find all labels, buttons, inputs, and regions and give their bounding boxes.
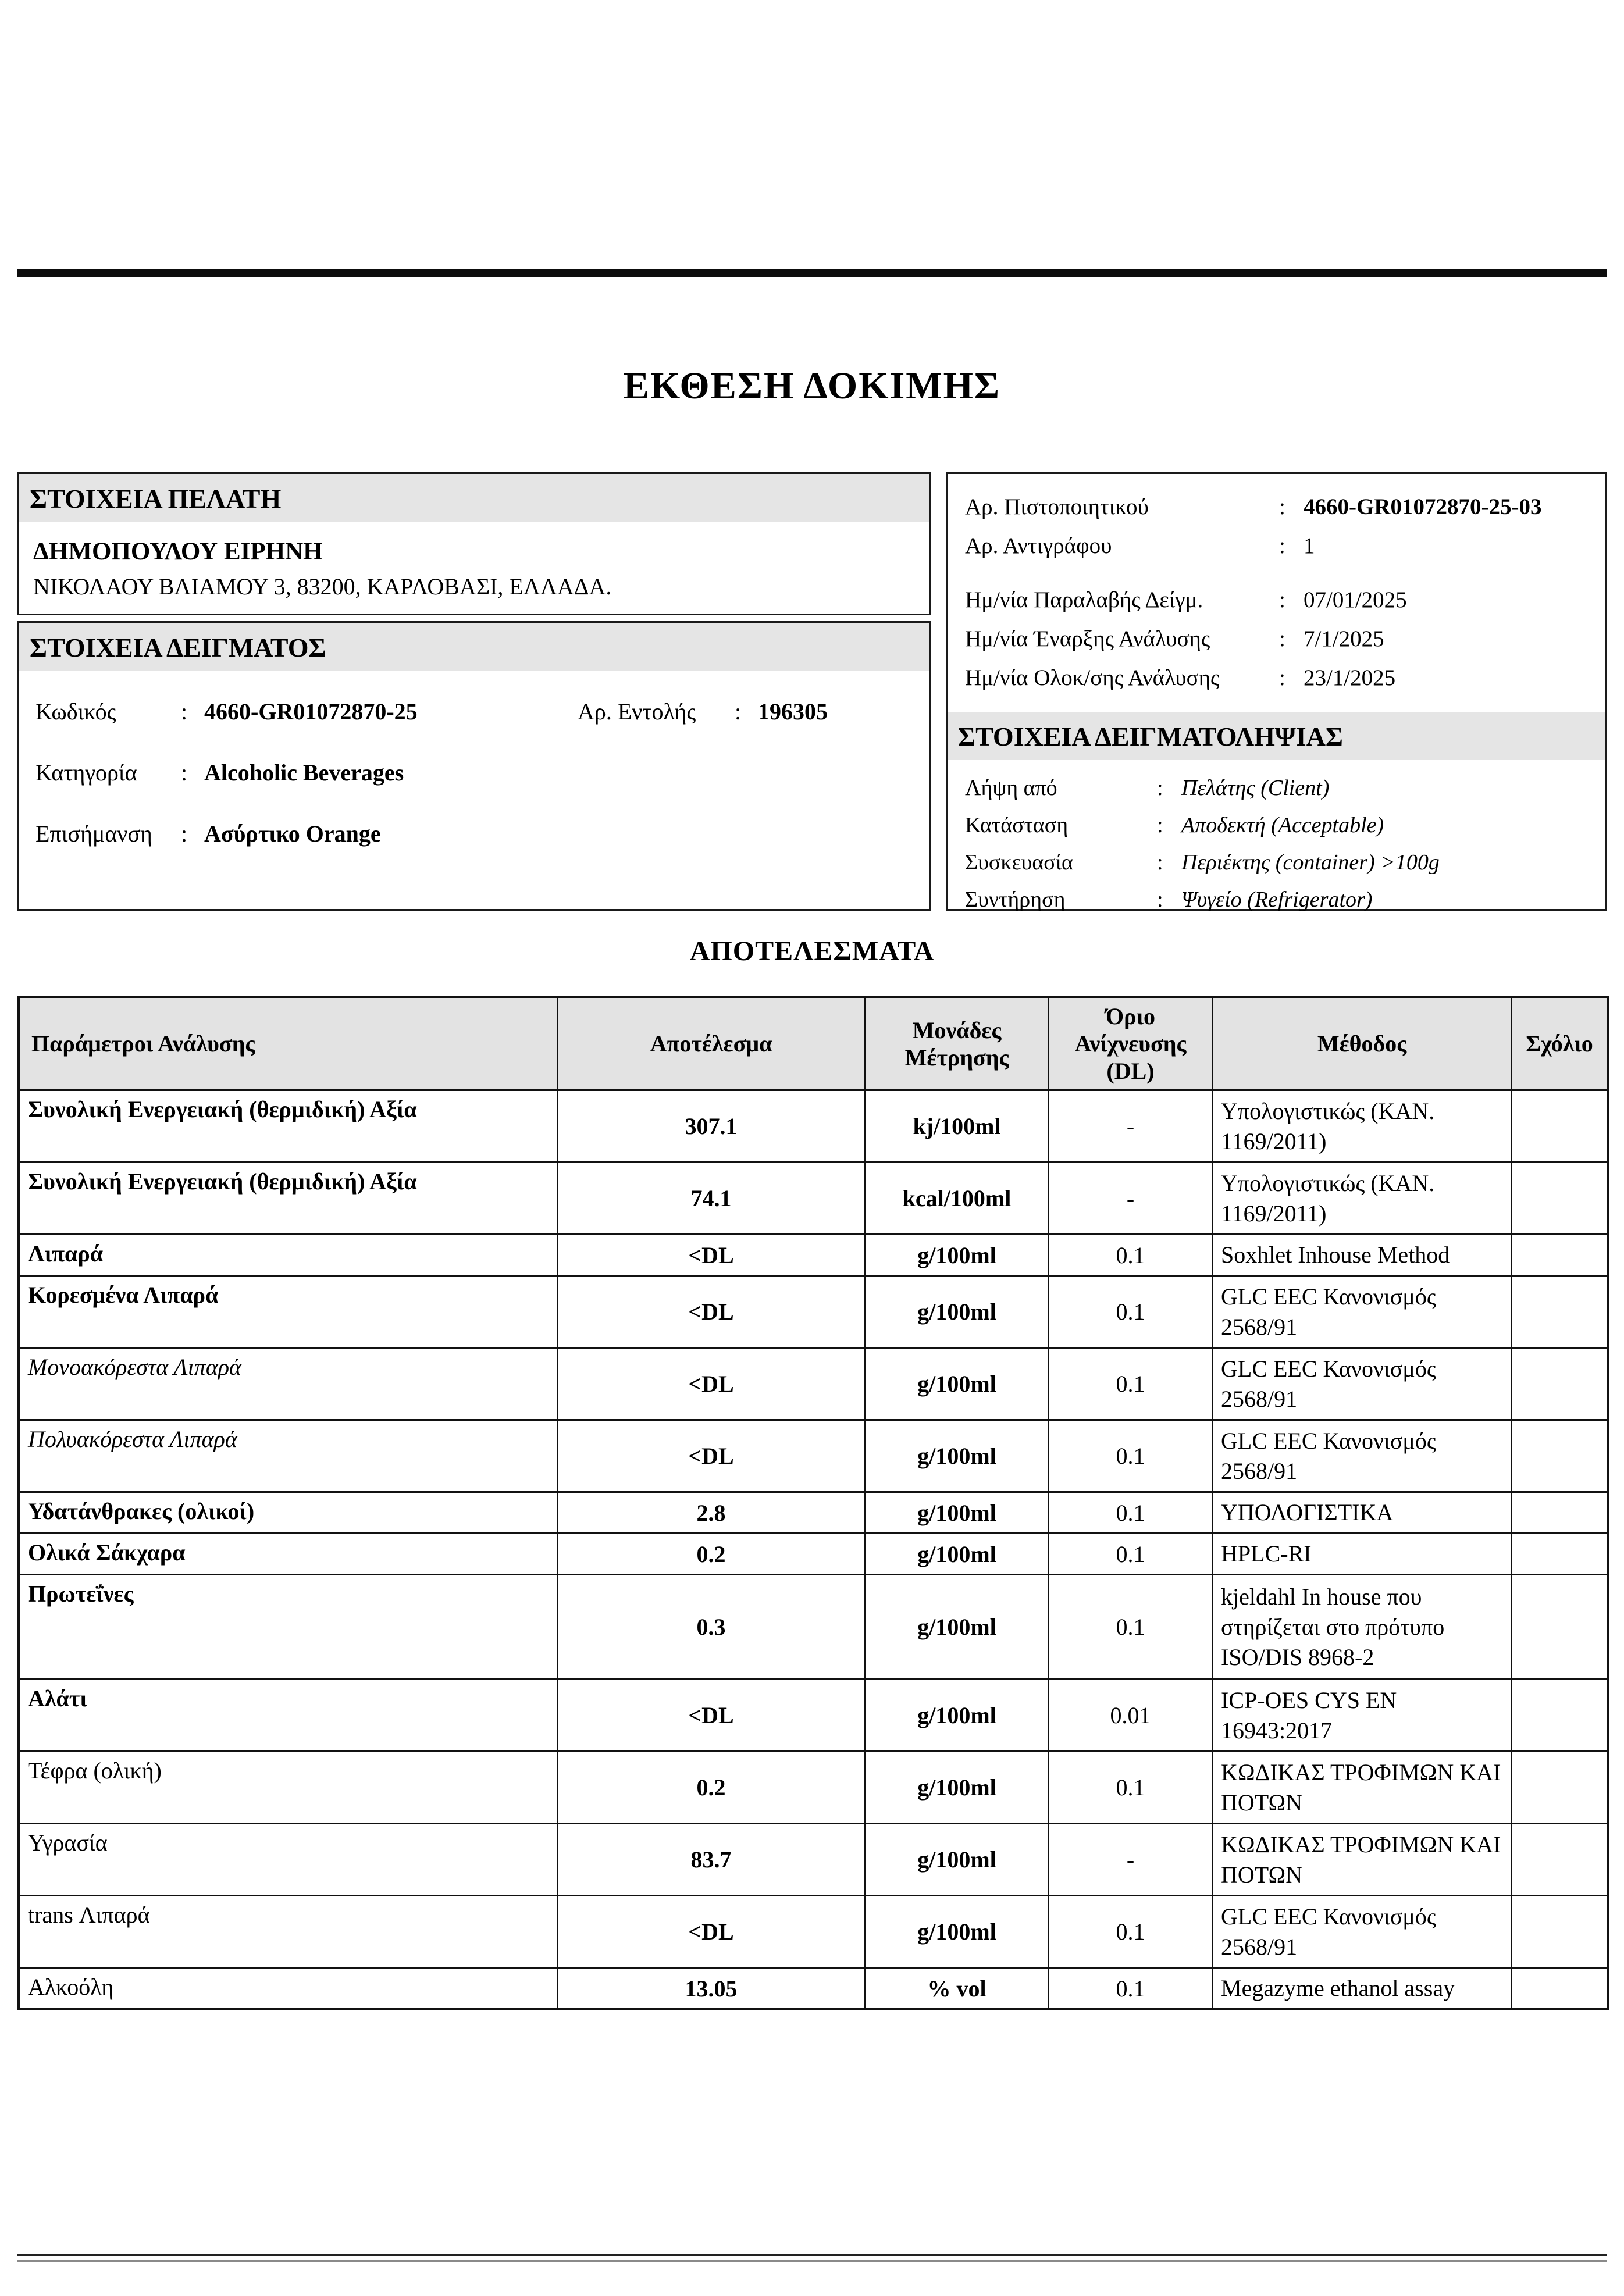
comment-cell xyxy=(1512,1680,1608,1752)
colon-separator: : xyxy=(1279,533,1285,558)
dl-cell: - xyxy=(1049,1163,1212,1235)
param-cell xyxy=(19,1534,557,1575)
param-text: Πρωτεΐνες xyxy=(28,1581,134,1607)
dl-cell: 0.1 xyxy=(1049,1348,1212,1420)
param-text: Συνολική Ενεργειακή (θερμιδική) Αξία xyxy=(28,1168,417,1195)
colon-separator: : xyxy=(181,698,188,725)
result-cell: 0.2 xyxy=(557,1534,865,1575)
colon-separator: : xyxy=(1279,665,1285,690)
param-cell xyxy=(19,1896,557,1968)
sampling-section-header: ΣΤΟΙΧΕΙΑ ΔΕΙΓΜΑΤΟΛΗΨΙΑΣ xyxy=(948,712,1605,760)
results-title: ΑΠΟΤΕΛΕΣΜΑΤΑ xyxy=(689,936,935,967)
units-cell: kj/100ml xyxy=(865,1090,1049,1163)
order-number-label: Αρ. Εντολής xyxy=(578,698,696,725)
top-rule xyxy=(17,269,1607,277)
receipt-date-row xyxy=(965,587,1587,613)
sampling-packaging-label: Συσκευασία xyxy=(965,850,1073,875)
table-row xyxy=(19,1896,1608,1968)
units-cell: g/100ml xyxy=(865,1896,1049,1968)
method-cell: HPLC-RI xyxy=(1212,1534,1512,1575)
column-header-result: Αποτέλεσμα xyxy=(557,997,865,1090)
result-cell: 0.2 xyxy=(557,1752,865,1824)
sample-section-header: ΣΤΟΙΧΕΙΑ ΔΕΙΓΜΑΤΟΣ xyxy=(19,623,929,671)
certificate-number-label: Αρ. Πιστοποιητικού xyxy=(965,494,1149,519)
column-header-parameter: Παράμετροι Ανάλυσης xyxy=(19,997,557,1090)
method-cell: GLC EEC Κανονισμός 2568/91 xyxy=(1212,1896,1512,1968)
order-number-group xyxy=(578,698,828,725)
sampling-storage-value: Ψυγείο (Refrigerator) xyxy=(1181,887,1373,912)
param-text: Τέφρα (ολική) xyxy=(28,1757,162,1784)
table-row xyxy=(19,1492,1608,1534)
client-details-box xyxy=(17,472,931,615)
comment-cell xyxy=(1512,1575,1608,1680)
result-cell: 13.05 xyxy=(557,1968,865,2010)
comment-cell xyxy=(1512,1534,1608,1575)
column-header-comment: Σχόλιο xyxy=(1512,997,1608,1090)
sample-category-value: Alcoholic Beverages xyxy=(204,760,404,786)
copy-number-value: 1 xyxy=(1304,533,1315,558)
analysis-end-date-value: 23/1/2025 xyxy=(1304,665,1396,690)
result-cell: 0.3 xyxy=(557,1575,865,1680)
units-cell: g/100ml xyxy=(865,1752,1049,1824)
method-cell: ΥΠΟΛΟΓΙΣΤΙΚΑ xyxy=(1212,1492,1512,1534)
client-section-header: ΣΤΟΙΧΕΙΑ ΠΕΛΑΤΗ xyxy=(19,474,929,522)
table-row xyxy=(19,1968,1608,2010)
certificate-number-row xyxy=(965,494,1587,520)
method-cell: ΚΩΔΙΚΑΣ ΤΡΟΦΙΜΩΝ ΚΑΙ ΠΟΤΩΝ xyxy=(1212,1752,1512,1824)
table-row xyxy=(19,1348,1608,1420)
sampling-taken-by-row xyxy=(965,775,1587,801)
param-text: Κορεσμένα Λιπαρά xyxy=(28,1282,219,1308)
sample-labeling-value: Ασύρτικο Orange xyxy=(204,821,381,847)
sample-labeling-row xyxy=(35,820,929,847)
method-cell: ΚΩΔΙΚΑΣ ΤΡΟΦΙΜΩΝ ΚΑΙ ΠΟΤΩΝ xyxy=(1212,1824,1512,1896)
param-cell xyxy=(19,1420,557,1492)
bottom-rule xyxy=(17,2254,1607,2262)
sample-code-value: 4660-GR01072870-25 xyxy=(204,698,418,725)
param-text: Μονοακόρεστα Λιπαρά xyxy=(28,1354,242,1380)
method-cell: Υπολογιστικώς (ΚΑΝ. 1169/2011) xyxy=(1212,1163,1512,1235)
units-cell: g/100ml xyxy=(865,1680,1049,1752)
copy-number-label: Αρ. Αντιγράφου xyxy=(965,533,1112,558)
sampling-storage-row xyxy=(965,887,1587,912)
units-cell: g/100ml xyxy=(865,1235,1049,1276)
comment-cell xyxy=(1512,1824,1608,1896)
result-cell: <DL xyxy=(557,1420,865,1492)
param-cell xyxy=(19,1235,557,1276)
colon-separator: : xyxy=(1157,776,1163,800)
results-table xyxy=(17,996,1609,2010)
table-row xyxy=(19,1824,1608,1896)
result-cell: 74.1 xyxy=(557,1163,865,1235)
colon-separator: : xyxy=(1279,626,1285,651)
colon-separator: : xyxy=(1279,494,1285,519)
param-cell xyxy=(19,1968,557,2010)
sample-category-row xyxy=(35,759,929,786)
sample-labeling-label: Επισήμανση xyxy=(35,821,152,847)
column-header-units: Μονάδες Μέτρησης xyxy=(865,997,1049,1090)
sampling-condition-value: Αποδεκτή (Acceptable) xyxy=(1181,813,1384,837)
param-text: Ολικά Σάκχαρα xyxy=(28,1539,186,1566)
method-cell: Soxhlet Inhouse Method xyxy=(1212,1235,1512,1276)
param-text: Συνολική Ενεργειακή (θερμιδική) Αξία xyxy=(28,1096,417,1122)
client-name: ΔΗΜΟΠΟΥΛΟΥ ΕΙΡΗΝΗ xyxy=(33,538,323,565)
param-text: Υγρασία xyxy=(28,1830,108,1856)
table-row xyxy=(19,1680,1608,1752)
receipt-date-value: 07/01/2025 xyxy=(1304,587,1407,612)
sampling-condition-label: Κατάσταση xyxy=(965,813,1069,837)
dl-cell: 0.1 xyxy=(1049,1534,1212,1575)
result-cell: 2.8 xyxy=(557,1492,865,1534)
comment-cell xyxy=(1512,1235,1608,1276)
result-cell: <DL xyxy=(557,1680,865,1752)
units-cell: g/100ml xyxy=(865,1420,1049,1492)
param-cell xyxy=(19,1276,557,1348)
sampling-condition-row xyxy=(965,812,1587,838)
dl-cell: 0.1 xyxy=(1049,1420,1212,1492)
result-cell: <DL xyxy=(557,1276,865,1348)
dl-cell: 0.1 xyxy=(1049,1896,1212,1968)
units-cell: g/100ml xyxy=(865,1534,1049,1575)
param-text: Λιπαρά xyxy=(28,1240,104,1267)
colon-separator: : xyxy=(181,821,188,847)
analysis-start-date-value: 7/1/2025 xyxy=(1304,626,1384,651)
table-row xyxy=(19,1090,1608,1163)
method-cell: GLC EEC Κανονισμός 2568/91 xyxy=(1212,1348,1512,1420)
copy-number-row xyxy=(965,533,1587,559)
param-cell xyxy=(19,1680,557,1752)
dl-cell: - xyxy=(1049,1090,1212,1163)
comment-cell xyxy=(1512,1163,1608,1235)
param-text: Πολυακόρεστα Λιπαρά xyxy=(28,1426,237,1452)
table-row xyxy=(19,1420,1608,1492)
comment-cell xyxy=(1512,1090,1608,1163)
sampling-taken-by-label: Λήψη από xyxy=(965,776,1057,800)
table-row xyxy=(19,1276,1608,1348)
units-cell: g/100ml xyxy=(865,1575,1049,1680)
table-row xyxy=(19,1575,1608,1680)
sample-code-row xyxy=(35,698,929,725)
comment-cell xyxy=(1512,1348,1608,1420)
sample-code-label: Κωδικός xyxy=(35,698,116,725)
method-cell: GLC EEC Κανονισμός 2568/91 xyxy=(1212,1420,1512,1492)
param-cell xyxy=(19,1090,557,1163)
sampling-packaging-row xyxy=(965,850,1587,875)
units-cell: % vol xyxy=(865,1968,1049,2010)
table-row xyxy=(19,1752,1608,1824)
column-header-detection-limit: Όριο Ανίχνευσης (DL) xyxy=(1049,997,1212,1090)
analysis-end-date-label: Ημ/νία Ολοκ/σης Ανάλυσης xyxy=(965,665,1220,690)
order-number-value: 196305 xyxy=(758,698,828,725)
analysis-end-date-row xyxy=(965,665,1587,691)
sample-code-group xyxy=(35,698,578,725)
client-address: ΝΙΚΟΛΑΟΥ ΒΛΙΑΜΟΥ 3, 83200, ΚΑΡΛΟΒΑΣΙ, ΕΛΛΑΔΑ. xyxy=(33,573,612,600)
colon-separator: : xyxy=(181,760,188,786)
param-text: trans Λιπαρά xyxy=(28,1902,150,1928)
method-cell: ICP-OES CYS EN 16943:2017 xyxy=(1212,1680,1512,1752)
colon-separator: : xyxy=(1157,887,1163,912)
table-row xyxy=(19,1163,1608,1235)
dl-cell: 0.1 xyxy=(1049,1752,1212,1824)
result-cell: 83.7 xyxy=(557,1824,865,1896)
comment-cell xyxy=(1512,1276,1608,1348)
param-cell xyxy=(19,1752,557,1824)
method-cell: GLC EEC Κανονισμός 2568/91 xyxy=(1212,1276,1512,1348)
result-cell: <DL xyxy=(557,1348,865,1420)
table-row xyxy=(19,1235,1608,1276)
dl-cell: 0.1 xyxy=(1049,1575,1212,1680)
units-cell: g/100ml xyxy=(865,1492,1049,1534)
method-cell: Megazyme ethanol assay xyxy=(1212,1968,1512,2010)
colon-separator: : xyxy=(1157,850,1163,875)
method-cell: kjeldahl In house που στηρίζεται στο πρότυπο ISO/DIS 8968-2 xyxy=(1212,1575,1512,1680)
param-text: Αλκοόλη xyxy=(28,1974,114,2000)
sample-category-label: Κατηγορία xyxy=(35,760,137,786)
units-cell: g/100ml xyxy=(865,1824,1049,1896)
dl-cell: 0.1 xyxy=(1049,1492,1212,1534)
colon-separator: : xyxy=(1279,587,1285,612)
table-row xyxy=(19,1534,1608,1575)
param-cell xyxy=(19,1163,557,1235)
dl-cell: 0.1 xyxy=(1049,1276,1212,1348)
result-cell: <DL xyxy=(557,1896,865,1968)
sampling-packaging-value: Περιέκτης (container) >100g xyxy=(1181,850,1440,875)
sample-details-box xyxy=(17,621,931,911)
units-cell: g/100ml xyxy=(865,1348,1049,1420)
comment-cell xyxy=(1512,1896,1608,1968)
param-cell xyxy=(19,1824,557,1896)
sampling-taken-by-value: Πελάτης (Client) xyxy=(1181,776,1330,800)
param-cell xyxy=(19,1348,557,1420)
dl-cell: - xyxy=(1049,1824,1212,1896)
param-cell xyxy=(19,1575,557,1680)
column-header-method: Μέθοδος xyxy=(1212,997,1512,1090)
comment-cell xyxy=(1512,1968,1608,2010)
dl-cell: 0.1 xyxy=(1049,1235,1212,1276)
result-cell: 307.1 xyxy=(557,1090,865,1163)
analysis-start-date-label: Ημ/νία Έναρξης Ανάλυσης xyxy=(965,626,1210,651)
method-cell: Υπολογιστικώς (ΚΑΝ. 1169/2011) xyxy=(1212,1090,1512,1163)
certificate-number-value: 4660-GR01072870-25-03 xyxy=(1304,494,1542,519)
dl-cell: 0.01 xyxy=(1049,1680,1212,1752)
comment-cell xyxy=(1512,1420,1608,1492)
units-cell: g/100ml xyxy=(865,1276,1049,1348)
comment-cell xyxy=(1512,1492,1608,1534)
param-text: Υδατάνθρακες (ολικοί) xyxy=(28,1498,255,1524)
colon-separator: : xyxy=(1157,813,1163,837)
result-cell: <DL xyxy=(557,1235,865,1276)
results-header-row xyxy=(19,997,1608,1090)
receipt-date-label: Ημ/νία Παραλαβής Δείγμ. xyxy=(965,587,1203,612)
page-title: ΕΚΘΕΣΗ ΔΟΚΙΜΗΣ xyxy=(623,365,1001,407)
units-cell: kcal/100ml xyxy=(865,1163,1049,1235)
colon-separator: : xyxy=(735,698,742,725)
analysis-start-date-row xyxy=(965,626,1587,652)
comment-cell xyxy=(1512,1752,1608,1824)
certificate-panel xyxy=(946,472,1607,911)
param-cell xyxy=(19,1492,557,1534)
sampling-storage-label: Συντήρηση xyxy=(965,887,1066,912)
dl-cell: 0.1 xyxy=(1049,1968,1212,2010)
param-text: Αλάτι xyxy=(28,1685,87,1712)
